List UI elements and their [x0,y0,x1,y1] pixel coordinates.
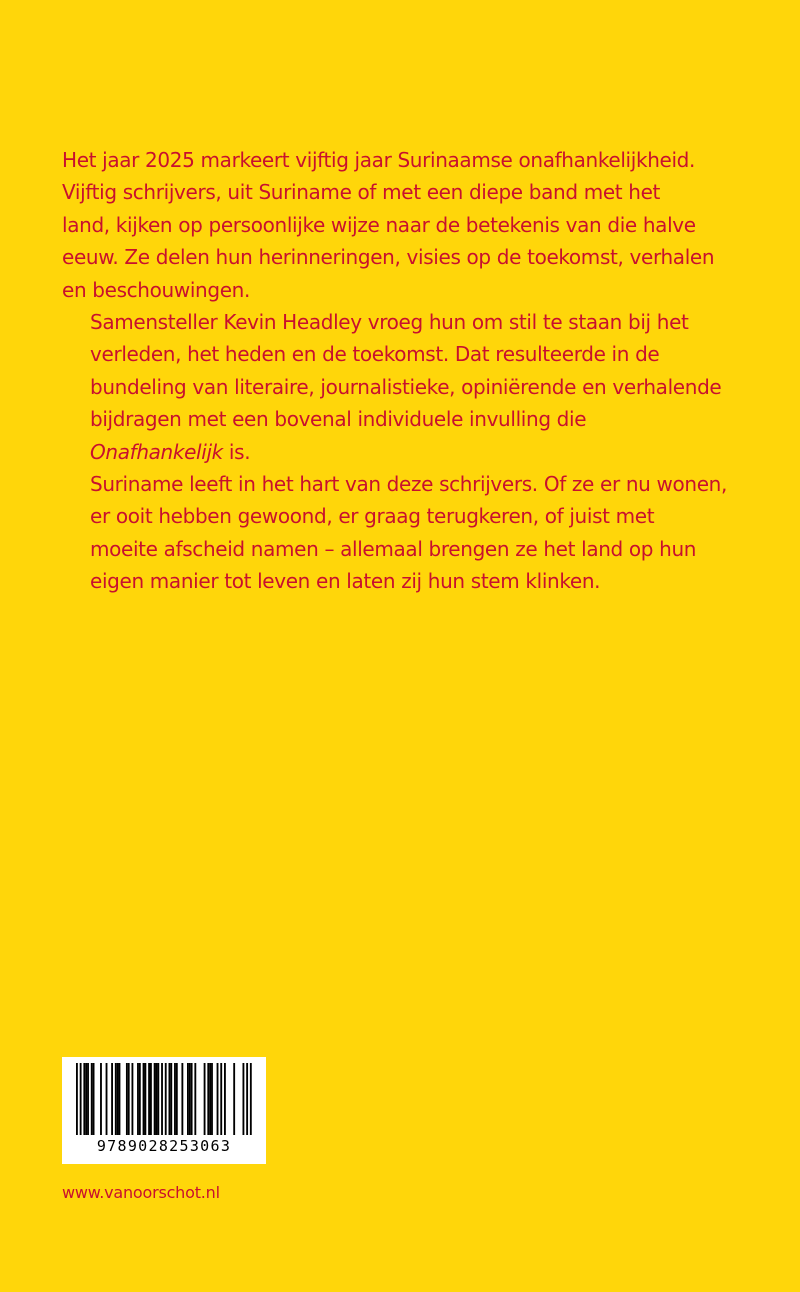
blurb-line [62,436,752,468]
barcode-bar [157,1063,159,1135]
blurb-line: Het jaar 2025 markeert vijftig jaar Surinaamse onafhankelijkheid. [62,148,696,172]
barcode-bar [165,1063,167,1135]
barcode-bar [161,1063,163,1135]
barcode-bar [207,1063,209,1135]
barcode-bar [169,1063,171,1135]
barcode-bar [119,1063,121,1135]
barcode-bar [211,1063,213,1135]
blurb-line: en beschouwingen. [62,277,251,302]
barcode-bar [189,1063,191,1135]
blurb-line: er ooit hebben gewoond, er graag terugkeren, of juist met [90,504,655,529]
barcode-bar [137,1063,139,1135]
barcode-bar [117,1063,119,1135]
barcode-bar [111,1063,113,1135]
barcode-bar [187,1063,189,1135]
blurb-line: Suriname leeft in het hart van deze schrijvers. Of ze er nu wonen, [90,472,728,497]
barcode-bar [204,1063,206,1135]
barcode-bar [126,1063,128,1135]
barcode-bar [250,1063,252,1135]
barcode-bar [154,1063,156,1135]
blurb-paragraph-1 [62,144,752,306]
barcode-bar [170,1063,172,1135]
barcode-bar [156,1063,158,1135]
barcode-bar [115,1063,117,1135]
blurb-line: moeite afscheid namen – allemaal brengen ze het land op hun [90,536,697,561]
blurb-paragraph-3 [62,468,752,598]
barcode-bar [80,1063,82,1135]
barcode-bar [139,1063,141,1135]
barcode-bar [87,1063,89,1135]
barcode-bar [150,1063,152,1135]
blurb-line: Vijftig schrijvers, uit Suriname of met een diepe band met het [62,180,661,205]
book-title-tail: is. [222,439,251,464]
barcode-bar [93,1063,95,1135]
barcode-bar [143,1063,145,1135]
barcode-bar [176,1063,178,1135]
barcode-bar [100,1063,102,1135]
barcode-bar [148,1063,150,1135]
barcode-bar [217,1063,219,1135]
barcode-bar [181,1063,183,1135]
publisher-website: www.vanoorschot.nl [62,1183,220,1202]
barcode-bar [91,1063,93,1135]
blurb-line: land, kijken op persoonlijke wijze naar de betekenis van die halve [62,212,696,237]
barcode-bar [209,1063,211,1135]
barcode-bar [194,1063,196,1135]
isbn-number: 9789028253063 [96,1137,232,1155]
barcode-bar [174,1063,176,1135]
blurb-paragraph-2 [62,306,752,468]
blurb-line: verleden, het heden en de toekomst. Dat resulteerde in de [90,342,660,367]
barcode-bar [220,1063,222,1135]
blurb-line: bijdragen met een bovenal individuele invulling die [90,407,587,432]
barcode-bar [83,1063,85,1135]
blurb-line: bundeling van literaire, journalistieke, opiniërende en verhalende [90,374,722,399]
barcode-bar [132,1063,134,1135]
blurb-line: eigen manier tot leven en laten zij hun stem klinken. [90,569,601,594]
barcode-bar [243,1063,245,1135]
blurb-line: eeuw. Ze delen hun herinneringen, visies op de toekomst, verhalen [62,245,715,270]
barcode-bar [224,1063,226,1135]
book-title: Onafhankelijk [90,439,223,464]
back-cover-blurb [62,144,752,598]
barcode-bar [76,1063,78,1135]
barcode-bar [128,1063,130,1135]
barcode-bar [106,1063,108,1135]
barcode-bar [85,1063,87,1135]
barcode-bar [144,1063,146,1135]
barcode-bar [191,1063,193,1135]
blurb-line: Samensteller Kevin Headley vroeg hun om stil te staan bij het [90,310,689,335]
barcode-bar [233,1063,235,1135]
isbn-barcode [62,1057,266,1164]
barcode-bar [246,1063,248,1135]
